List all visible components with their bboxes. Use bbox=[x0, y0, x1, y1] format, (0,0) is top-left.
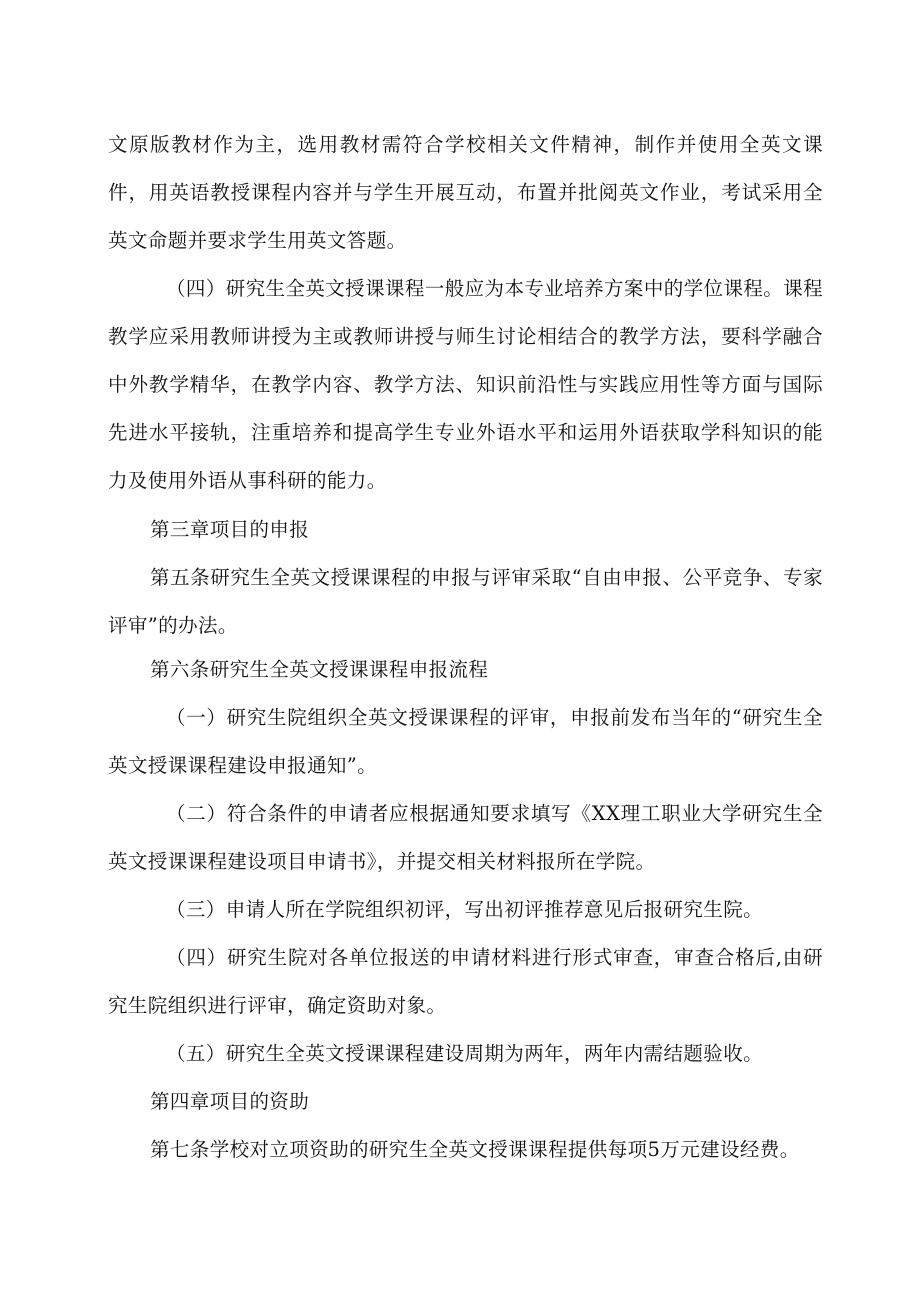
paragraph-article-seven: 第七条学校对立项资助的研究生全英文授课课程提供每项5万元建设经费。 bbox=[150, 1138, 800, 1161]
paragraph-step-three: （三）申请人所在学院组织初评，写出初评推荐意见后报研究生院。 bbox=[166, 898, 764, 921]
paragraph-step-one: （一）研究生院组织全英文授课课程的评审，申报前发布当年的“研究生全英文授课课程建设申报通知”。 bbox=[108, 706, 823, 777]
paragraph-course-materials: 文原版教材作为主，选用教材需符合学校相关文件精神，制作并使用全英文课件，用英语教授课程内容并与学生开展互动，布置并批阅英文作业，考试采用全英文命题并要求学生用英文答题。 bbox=[108, 133, 823, 252]
paragraph-step-four: （四）研究生院对各单位报送的申请材料进行形式审查，审查合格后,由研究生院组织进行评审，确定资助对象。 bbox=[108, 946, 823, 1017]
paragraph-article-five: 第五条研究生全英文授课课程的申报与评审采取“自由申报、公平竞争、专家评审”的办法。 bbox=[108, 566, 823, 637]
chapter-four-heading: 第四章项目的资助 bbox=[150, 1090, 310, 1113]
paragraph-degree-course: （四）研究生全英文授课课程一般应为本专业培养方案中的学位课程。课程教学应采用教师讲授为主或教师讲授与师生讨论相结合的教学方法，要科学融合中外教学精华，在教学内容、教学方法、知识前沿性与实践应用性等方面与国际先进水平接轨，注重培养和提高学生专业外语水平和运用外语获取学科知识的能力及使用外语从事科研的能力。 bbox=[108, 277, 823, 492]
paragraph-step-two: （二）符合条件的申请者应根据通知要求填写《XX理工职业大学研究生全英文授课课程建设项目申请书》，并提交相关材料报所在学院。 bbox=[108, 802, 823, 873]
paragraph-step-five: （五）研究生全英文授课课程建设周期为两年，两年内需结题验收。 bbox=[166, 1042, 764, 1065]
chapter-three-heading: 第三章项目的申报 bbox=[150, 518, 310, 541]
paragraph-article-six: 第六条研究生全英文授课课程申报流程 bbox=[150, 658, 489, 681]
